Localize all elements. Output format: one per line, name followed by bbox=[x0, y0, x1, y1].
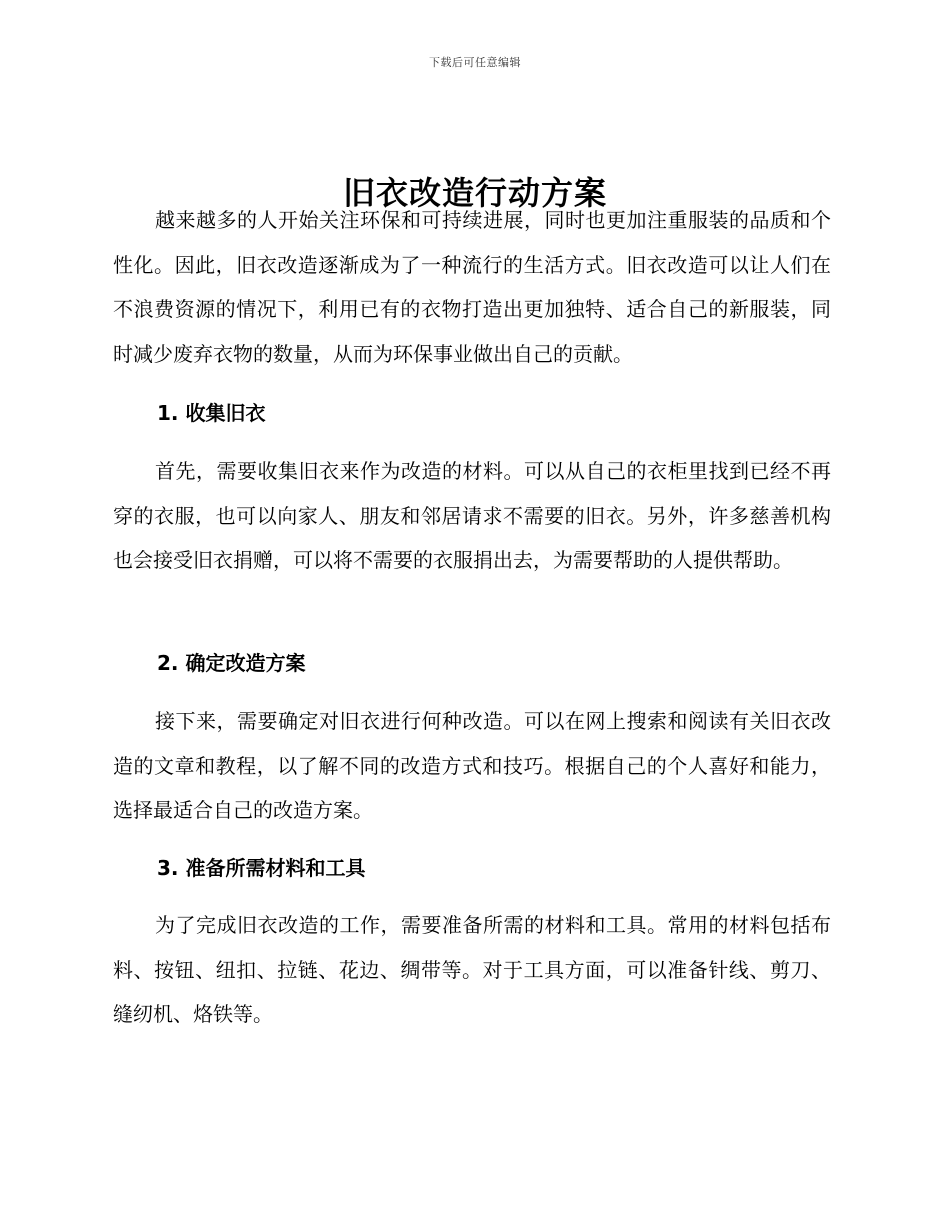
section-heading-plan: 2. 确定改造方案 bbox=[157, 651, 306, 675]
intro-paragraph: 越来越多的人开始关注环保和可持续进展，同时也更加注重服装的品质和个性化。因此，旧衣改造逐渐成为了一种流行的生活方式。旧衣改造可以让人们在不浪费资源的情况下，利用已有的衣物打造出更加独特、适合自己的新服装，同时减少废弃衣物的数量，从而为环保事业做出自己的贡献。 bbox=[113, 208, 831, 366]
section-body-materials: 为了完成旧衣改造的工作，需要准备所需的材料和工具。常用的材料包括布料、按钮、纽扣、拉链、花边、绸带等。对于工具方面，可以准备针线、剪刀、缝纫机、烙铁等。 bbox=[113, 913, 831, 1026]
section-heading-materials: 3. 准备所需材料和工具 bbox=[157, 856, 366, 880]
document-title: 旧衣改造行动方案 bbox=[342, 174, 607, 213]
section-body-collect: 首先，需要收集旧衣来作为改造的材料。可以从自己的衣柜里找到已经不再穿的衣服，也可以向家人、朋友和邻居请求不需要的旧衣。另外，许多慈善机构也会接受旧衣捐赠，可以将不需要的衣服捐出去，为需要帮助的人提供帮助。 bbox=[113, 459, 831, 572]
header-note: 下载后可任意编辑 bbox=[429, 56, 521, 69]
section-body-plan: 接下来，需要确定对旧衣进行何种改造。可以在网上搜索和阅读有关旧衣改造的文章和教程，以了解不同的改造方式和技巧。根据自己的个人喜好和能力，选择最适合自己的改造方案。 bbox=[113, 709, 831, 822]
section-heading-collect: 1. 收集旧衣 bbox=[157, 401, 266, 425]
